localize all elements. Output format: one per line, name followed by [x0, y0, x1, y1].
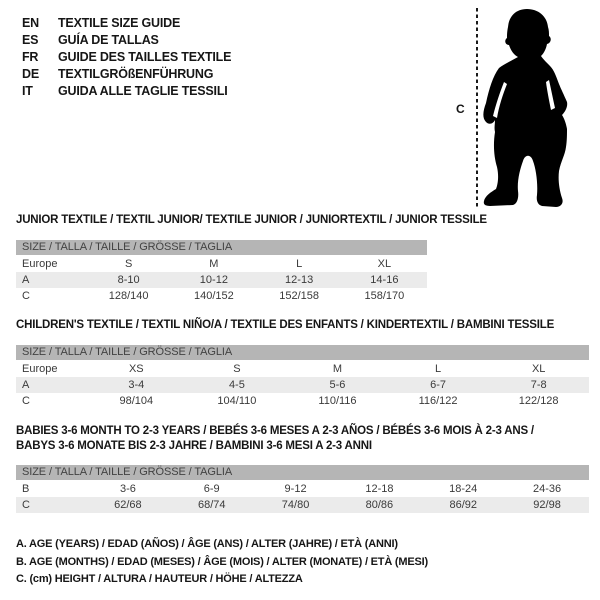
lang-code: DE — [22, 67, 39, 81]
height-figure — [450, 0, 600, 216]
row-label: B — [22, 483, 30, 495]
table-cell: 158/170 — [364, 290, 405, 302]
table-cell: S — [124, 258, 133, 270]
table-cell: 6-7 — [430, 379, 447, 391]
lang-row-es — [22, 32, 231, 49]
table-cell: 68/74 — [197, 499, 226, 511]
size-header-bar: SIZE / TALLA / TAILLE / GRÖSSE / TAGLIA — [16, 240, 427, 255]
table-cell: 74/80 — [281, 499, 310, 511]
table-cell: 10-12 — [199, 274, 228, 286]
table-cell: 128/140 — [108, 290, 149, 302]
row-label: Europe — [22, 258, 58, 270]
table-cell: 9-12 — [284, 483, 307, 495]
table-cell: XL — [531, 363, 546, 375]
table-cell: 24-36 — [532, 483, 562, 495]
babies-title-line-2: BABYS 3-6 MONATE BIS 2-3 JAHRE / BAMBINI 3-6 MESI A 2-3 ANNI — [16, 440, 372, 452]
footnote-age-years: A. AGE (YEARS) / EDAD (AÑOS) / ÂGE (ANS) / ALTER (JAHRE) / ETÀ (ANNI) — [16, 538, 398, 550]
table-cell: 116/122 — [418, 395, 458, 407]
row-label: A — [22, 379, 30, 391]
table-row — [16, 497, 589, 513]
table-cell: 12-18 — [365, 483, 394, 495]
lang-row-en — [22, 15, 231, 32]
children-table — [16, 345, 589, 409]
lang-code: ES — [22, 33, 39, 47]
lang-label: TEXTILGRÖßENFÜHRUNG — [58, 67, 214, 81]
row-label: C — [22, 499, 30, 511]
lang-row-de — [22, 66, 231, 83]
lang-code: FR — [22, 50, 39, 64]
babies-title-line-1: BABIES 3-6 MONTH TO 2-3 YEARS / BEBÉS 3-6 MESES A 2-3 AÑOS / BÉBÉS 3-6 MOIS À 2-3 ANS / — [16, 425, 534, 437]
table-cell: XL — [377, 258, 392, 270]
height-dashed-line — [476, 8, 478, 208]
table-cell: 3-4 — [128, 379, 145, 391]
table-cell: 7-8 — [530, 379, 547, 391]
table-cell: 92/98 — [533, 499, 561, 511]
footnote-height: C. (cm) HEIGHT / ALTURA / HAUTEUR / HÖHE / ALTEZZA — [16, 573, 303, 585]
footnote-age-months: B. AGE (MONTHS) / EDAD (MESES) / ÂGE (MOIS) / ALTER (MONATE) / ETÀ (MESI) — [16, 555, 428, 568]
lang-code: IT — [22, 84, 33, 98]
table-row — [16, 377, 589, 393]
table-cell: M — [209, 258, 219, 270]
junior-table-title: JUNIOR TEXTILE / TEXTIL JUNIOR/ TEXTILE JUNIOR / JUNIORTEXTIL / JUNIOR TESSILE — [16, 214, 487, 226]
row-label: C — [22, 290, 30, 302]
table-cell: 110/116 — [318, 395, 357, 407]
babies-table — [16, 465, 589, 513]
babies-table-title — [16, 424, 534, 454]
table-cell: 86/92 — [449, 499, 477, 511]
table-cell: 18-24 — [449, 483, 478, 495]
table-cell: 122/128 — [518, 395, 559, 407]
table-cell: 4-5 — [228, 379, 245, 391]
row-label: C — [22, 395, 30, 407]
table-cell: 5-6 — [329, 379, 346, 391]
language-header — [22, 15, 231, 100]
lang-label: GUÍA DE TALLAS — [58, 33, 159, 47]
lang-label: TEXTILE SIZE GUIDE — [58, 16, 181, 30]
table-cell: L — [435, 363, 442, 375]
junior-table — [16, 240, 427, 304]
size-header-bar: SIZE / TALLA / TAILLE / GRÖSSE / TAGLIA — [16, 345, 589, 360]
table-cell: 80/86 — [365, 499, 394, 511]
table-cell: 14-16 — [370, 274, 399, 286]
table-cell: 104/110 — [217, 395, 257, 407]
table-cell: 98/104 — [119, 395, 154, 407]
table-cell: 3-6 — [119, 483, 136, 495]
table-row — [16, 393, 589, 409]
table-cell: L — [296, 258, 303, 270]
lang-code: EN — [22, 16, 39, 30]
row-label: Europe — [22, 363, 58, 375]
children-table-title: CHILDREN'S TEXTILE / TEXTIL NIÑO/A / TEXTILE DES ENFANTS / KINDERTEXTIL / BAMBINI TESSILE — [16, 319, 555, 331]
height-marker-label: C — [456, 102, 465, 116]
size-header-bar: SIZE / TALLA / TAILLE / GRÖSSE / TAGLIA — [16, 465, 589, 480]
lang-row-fr — [22, 49, 231, 66]
table-row — [16, 481, 589, 497]
table-row — [16, 272, 427, 288]
table-row — [16, 288, 427, 304]
toddler-silhouette-icon — [481, 4, 589, 210]
lang-row-it — [22, 83, 231, 100]
table-cell: M — [332, 363, 343, 375]
row-label: A — [22, 274, 30, 286]
table-row — [16, 256, 427, 272]
legend-footnotes — [16, 536, 428, 589]
table-cell: 62/68 — [114, 499, 142, 511]
table-cell: 8-10 — [117, 274, 140, 286]
table-cell: S — [233, 363, 241, 375]
lang-label: GUIDE DES TAILLES TEXTILE — [58, 50, 232, 64]
table-cell: 140/152 — [193, 290, 234, 302]
table-cell: 12-13 — [285, 274, 314, 286]
lang-label: GUIDA ALLE TAGLIE TESSILI — [58, 84, 228, 98]
table-row — [16, 361, 589, 377]
table-cell: 6-9 — [203, 483, 220, 495]
table-cell: XS — [128, 363, 144, 375]
table-cell: 152/158 — [279, 290, 319, 302]
